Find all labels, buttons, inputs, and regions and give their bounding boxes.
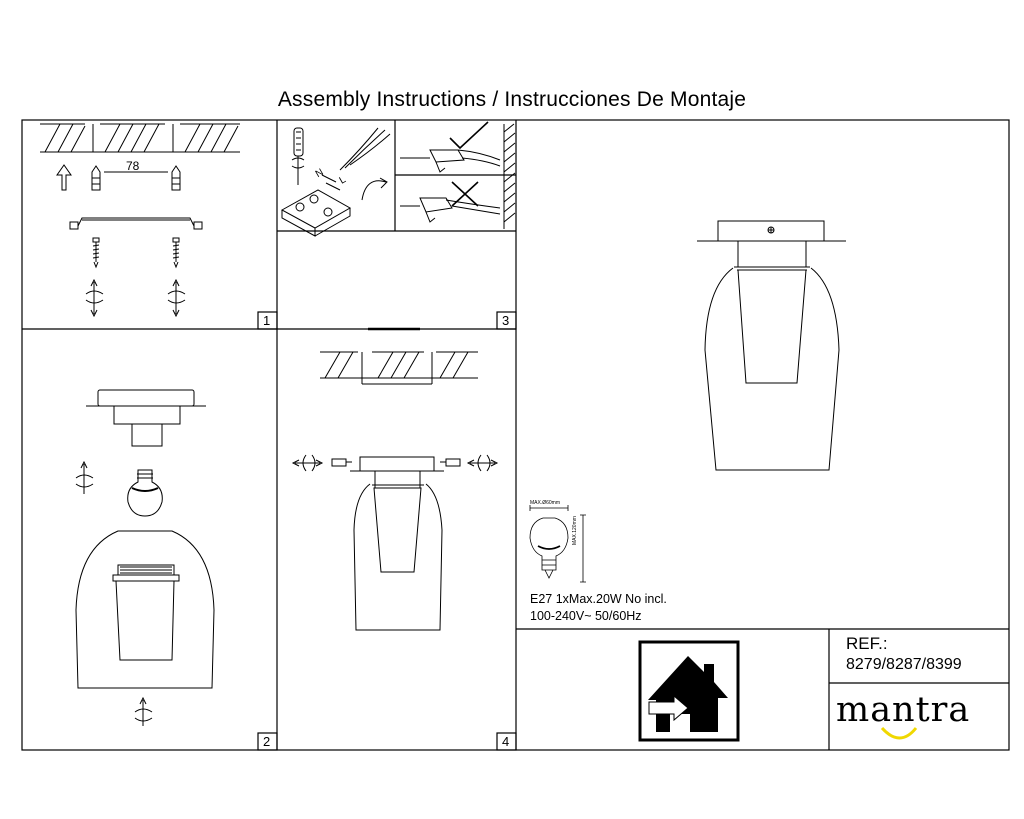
wire-label-l: L <box>337 174 348 187</box>
step4-diagram <box>293 329 497 630</box>
rotate-screw-icon <box>135 698 152 726</box>
wire-label-n: N <box>313 166 326 181</box>
indoor-use-house-icon <box>640 642 738 740</box>
wall-hatch <box>504 124 515 229</box>
panel-number-1: 1 <box>263 313 271 328</box>
screw-right <box>173 238 179 267</box>
assembled-lamp-step4 <box>350 457 444 630</box>
step2-diagram <box>76 390 214 726</box>
screwdriver-icon <box>292 128 304 185</box>
reference-label: REF.: <box>846 634 888 653</box>
wall-plug-right <box>172 166 180 190</box>
bulb-max-diameter: MAX.Ø60mm <box>530 500 561 506</box>
panel-number-3: 3 <box>502 313 510 328</box>
ceiling-hatch <box>40 124 240 152</box>
mounting-bracket <box>70 218 202 229</box>
mantra-logo: mantra <box>836 690 971 730</box>
glass-shade <box>76 531 214 688</box>
rotate-screw-icon <box>86 280 103 316</box>
bulb-max-height: MAX.120mm <box>572 516 578 545</box>
bulb-spec-line2: 100-240V~ 50/60Hz <box>530 609 642 623</box>
terminal-block <box>282 175 350 236</box>
connection-correct <box>400 122 500 172</box>
rotate-arrow-icon <box>362 178 387 200</box>
rotate-screw-icon <box>168 280 185 316</box>
dimension-label: 78 <box>126 159 140 173</box>
step1-diagram <box>40 124 240 316</box>
bulb-spec-line1: E27 1xMax.20W No incl. <box>530 592 667 606</box>
wall-plug-left <box>92 166 100 190</box>
panel-number-2: 2 <box>263 734 271 749</box>
connection-incorrect <box>400 182 500 222</box>
rotate-screw-icon <box>293 455 322 471</box>
step3-diagram <box>282 122 515 236</box>
assembled-lamp <box>697 221 846 470</box>
light-bulb <box>128 470 163 516</box>
reference-numbers: 8279/8287/8399 <box>846 656 962 673</box>
document-title: Assembly Instructions / Instrucciones De Montaje <box>277 88 747 111</box>
rotate-screw-icon <box>76 462 93 494</box>
power-wires <box>340 128 390 170</box>
arrow-up-icon <box>57 165 71 190</box>
screw-left <box>93 238 99 267</box>
ceiling-hatch <box>320 352 478 384</box>
panel-number-4: 4 <box>502 734 510 749</box>
canopy <box>86 390 206 446</box>
rotate-screw-icon <box>468 455 497 471</box>
